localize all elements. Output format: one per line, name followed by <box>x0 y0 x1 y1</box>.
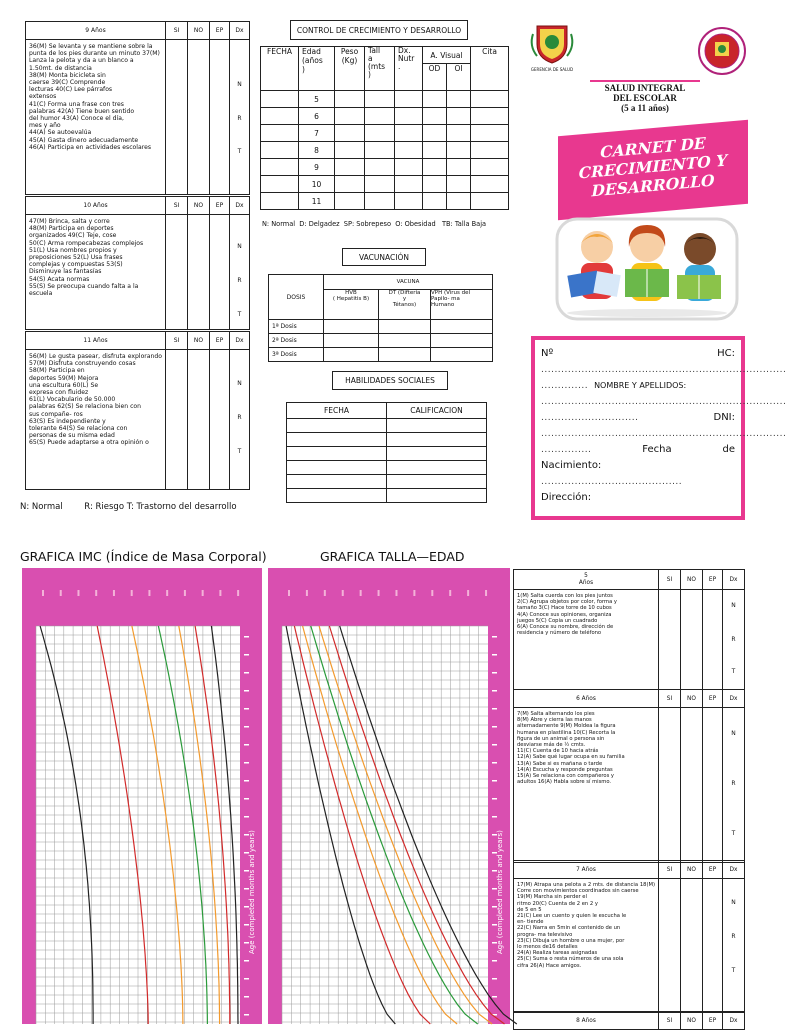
social-skills-row <box>287 433 487 447</box>
dx-cell[interactable] <box>723 708 745 863</box>
age-tick <box>244 816 249 818</box>
social-skills-cell[interactable] <box>387 419 487 433</box>
vac-cell[interactable] <box>379 348 431 362</box>
social-skills-cell[interactable] <box>287 489 387 503</box>
dx-r: R <box>237 277 242 284</box>
tick-mark <box>378 590 380 596</box>
growth-cell[interactable] <box>471 142 509 159</box>
dni-field[interactable]: ......................................................................... <box>541 429 786 439</box>
growth-cell[interactable] <box>395 125 423 142</box>
growth-cell[interactable] <box>365 108 395 125</box>
nacimiento-label: Nacimiento: <box>541 460 602 471</box>
dx-header: Dx <box>230 22 250 40</box>
social-skills-cell[interactable] <box>287 475 387 489</box>
age-tick <box>244 636 249 638</box>
ep-cell[interactable] <box>210 350 230 490</box>
talla-chart-title: GRAFICA TALLA—EDAD <box>320 549 465 564</box>
age-cell: 7 <box>299 125 335 142</box>
age-cell: 5 <box>299 91 335 108</box>
growth-cell[interactable] <box>261 176 299 193</box>
age-tick <box>244 780 249 782</box>
dx-cell[interactable] <box>723 590 745 690</box>
si-cell[interactable] <box>659 708 681 863</box>
growth-row <box>261 142 509 159</box>
growth-table <box>260 46 509 210</box>
si-cell[interactable] <box>166 215 188 330</box>
milestones-6-table <box>513 689 745 863</box>
tick-mark <box>395 590 397 596</box>
carnet-title: CARNET DE CRECIMIENTO Y DESARROLLO <box>558 120 748 221</box>
age-tick <box>244 798 249 800</box>
imc-growth-chart <box>22 568 262 1024</box>
growth-cell[interactable] <box>471 108 509 125</box>
age-header: 9 Años <box>26 22 166 40</box>
growth-cell[interactable] <box>423 125 447 142</box>
dx-t: T <box>731 668 736 675</box>
ep-header: EP <box>210 332 230 350</box>
si-cell[interactable] <box>659 590 681 690</box>
tick-mark <box>113 590 115 596</box>
talla-header: Tall a (mts ) <box>365 47 395 91</box>
ep-header: EP <box>703 1012 723 1030</box>
dose-3-label: 3ª Dosis <box>269 348 324 362</box>
hc-label: HC: <box>717 348 735 359</box>
vac-cell[interactable] <box>324 334 379 348</box>
age-axis-label: Age (completed months and years) <box>248 830 256 954</box>
hc-field[interactable]: ......................................................................... <box>541 365 786 375</box>
growth-cell[interactable] <box>447 108 471 125</box>
social-skills-cell[interactable] <box>387 489 487 503</box>
tick-mark <box>202 590 204 596</box>
age-header: 10 Años <box>26 197 166 215</box>
fecha-label: Fecha <box>642 444 672 455</box>
age-tick <box>244 1014 249 1016</box>
growth-cell[interactable] <box>423 159 447 176</box>
dx-n: N <box>731 730 736 737</box>
dx-t: T <box>731 830 736 837</box>
vaccination-title: VACUNACIÓN <box>342 248 426 266</box>
ep-header: EP <box>703 690 723 708</box>
dx-header: Dx <box>723 570 745 590</box>
si-header: SI <box>659 570 681 590</box>
dx-n: N <box>237 380 242 387</box>
imc-chart-title: GRAFICA IMC (Índice de Masa Corporal) <box>20 549 267 564</box>
si-header: SI <box>659 861 681 879</box>
growth-cell[interactable] <box>335 108 365 125</box>
growth-cell[interactable] <box>395 176 423 193</box>
tick-mark <box>413 590 415 596</box>
dx-header: Dx <box>723 690 745 708</box>
tick-mark <box>431 590 433 596</box>
no-header: NO <box>681 570 703 590</box>
growth-cell[interactable] <box>395 159 423 176</box>
n-label: Nº <box>541 348 554 359</box>
growth-cell[interactable] <box>423 142 447 159</box>
no-cell[interactable] <box>681 879 703 1013</box>
age-tick <box>492 654 497 656</box>
tick-mark <box>219 590 221 596</box>
growth-cell[interactable] <box>423 193 447 210</box>
dx-n: N <box>731 602 736 609</box>
tick-mark <box>360 590 362 596</box>
tick-mark <box>288 590 290 596</box>
age-tick <box>244 744 249 746</box>
regional-seal-logo <box>527 20 577 66</box>
milestones-5-table <box>513 569 745 690</box>
no-cell[interactable] <box>681 590 703 690</box>
social-skills-cell[interactable] <box>387 447 487 461</box>
age-tick <box>492 762 497 764</box>
age-cell: 8 <box>299 142 335 159</box>
tick-mark <box>324 590 326 596</box>
dt-header: DT (Difteria y Tétanos) <box>379 290 431 320</box>
dx-nutr-header: Dx. Nutr . <box>395 47 423 91</box>
no-header: NO <box>681 690 703 708</box>
growth-row <box>261 125 509 142</box>
social-skills-row <box>287 475 487 489</box>
dx-header: Dx <box>723 1012 745 1030</box>
social-skills-cell[interactable] <box>287 419 387 433</box>
growth-row <box>261 91 509 108</box>
dx-r: R <box>731 933 736 940</box>
dx-t: T <box>237 148 242 155</box>
growth-cell[interactable] <box>335 142 365 159</box>
age-tick <box>492 690 497 692</box>
vac-cell[interactable] <box>379 334 431 348</box>
milestones-10-table <box>25 196 250 330</box>
dx-t: T <box>237 311 242 318</box>
dx-n: N <box>237 243 242 250</box>
dx-r: R <box>237 414 242 421</box>
ep-header: EP <box>703 570 723 590</box>
social-skills-cell[interactable] <box>387 433 487 447</box>
age-header: 5 Años <box>514 570 659 590</box>
no-cell[interactable] <box>681 708 703 863</box>
od-header: OD <box>423 64 447 91</box>
growth-legend: N: Normal D: Delgadez SP: Sobrepeso O: Obesidad TB: Talla Baja <box>262 220 487 228</box>
tick-mark <box>95 590 97 596</box>
age-header: 11 Años <box>26 332 166 350</box>
social-skills-cell[interactable] <box>287 461 387 475</box>
social-skills-cell[interactable] <box>387 461 487 475</box>
growth-cell[interactable] <box>471 159 509 176</box>
ep-header: EP <box>210 22 230 40</box>
age-tick <box>492 708 497 710</box>
growth-cell[interactable] <box>261 91 299 108</box>
growth-cell[interactable] <box>447 193 471 210</box>
growth-cell[interactable] <box>261 108 299 125</box>
growth-cell[interactable] <box>447 176 471 193</box>
tick-mark <box>342 590 344 596</box>
growth-cell[interactable] <box>365 193 395 210</box>
vac-cell[interactable] <box>324 320 379 334</box>
milestone-text: 36(M) Se levanta y se mantiene sobre la punta de los pies durante un minuto 37(M) Lanza la pelota y da a un blanco a 1.50mt. de distancia 38(M) Monta bicicleta sin caerse 39(C) Comprende lecturas 40(C) Lee párrafos extensos 41(C) Forma una frase con tres palabras 42(A) Tiene buen sentido del humor 43(A) Conoce el día, mes y año 44(A) Se autoevalúa 45(A) Gasta dinero adecuadamente 46(A) Participa en actividades escolares <box>26 40 166 195</box>
header-pink-bar <box>590 80 700 82</box>
si-header: SI <box>659 1012 681 1030</box>
no-cell[interactable] <box>188 350 210 490</box>
ep-cell[interactable] <box>210 215 230 330</box>
no-header: NO <box>188 22 210 40</box>
peso-header: Peso (Kg) <box>335 47 365 91</box>
dx-r: R <box>237 115 242 122</box>
milestone-text: 1(M) Salta cuerda con los pies juntos 2(C) Agrupa objetos por color, forma y tamaño 3(C) Hace torre de 10 cubos 4(A) Conoce sus opiniones, organiza juegos 5(C) Copia un cuadrado 6(A) Conoce su nombre, dirección de residencia y número de teléfono <box>514 590 659 690</box>
age-tick <box>244 654 249 656</box>
vac-cell[interactable] <box>324 348 379 362</box>
growth-cell[interactable] <box>261 142 299 159</box>
id-card-box: Nº HC: ......................................................................... .............. NOMBRE Y APELLIDOS: ......................................................................... ............................. DNI: ......................................................................... ............... Fecha de Nacimiento: .......................................... Dirección: <box>531 336 745 520</box>
children-reading-illustration <box>555 217 739 321</box>
ep-header: EP <box>703 861 723 879</box>
no-cell[interactable] <box>188 40 210 195</box>
age-tick <box>244 726 249 728</box>
social-skills-table <box>286 402 487 503</box>
dx-r: R <box>731 780 736 787</box>
dx-header: Dx <box>230 332 250 350</box>
growth-cell[interactable] <box>261 193 299 210</box>
name-label: NOMBRE Y APELLIDOS: <box>594 381 687 390</box>
birthdate-field[interactable]: .......................................... <box>541 477 683 487</box>
milestones-9-table <box>25 21 250 195</box>
growth-row <box>261 108 509 125</box>
dx-t: T <box>237 448 242 455</box>
ep-cell[interactable] <box>210 40 230 195</box>
fecha-header: FECHA <box>287 403 387 419</box>
age-header: 8 Años <box>514 1012 659 1030</box>
dx-t: T <box>731 967 736 974</box>
growth-cell[interactable] <box>471 176 509 193</box>
growth-cell[interactable] <box>471 193 509 210</box>
growth-cell[interactable] <box>335 159 365 176</box>
milestones-11-table <box>25 331 250 490</box>
direccion-label: Dirección: <box>541 492 592 503</box>
growth-cell[interactable] <box>447 142 471 159</box>
growth-cell[interactable] <box>395 91 423 108</box>
growth-cell[interactable] <box>335 193 365 210</box>
growth-cell[interactable] <box>365 91 395 108</box>
tick-mark <box>449 590 451 596</box>
si-header: SI <box>166 22 188 40</box>
age-tick <box>244 978 249 980</box>
dx-cell[interactable] <box>230 350 250 490</box>
tick-mark <box>148 590 150 596</box>
tick-mark <box>131 590 133 596</box>
dx-cell[interactable] <box>723 879 745 1013</box>
visual-header: A. Visual <box>423 47 471 64</box>
age-cell: 11 <box>299 193 335 210</box>
age-tick <box>492 996 497 998</box>
si-header: SI <box>166 197 188 215</box>
growth-cell[interactable] <box>335 91 365 108</box>
gerencia-caption: GERENCIA DE SALUD <box>530 67 574 72</box>
growth-cell[interactable] <box>423 108 447 125</box>
social-skills-row <box>287 461 487 475</box>
age-tick <box>492 726 497 728</box>
vac-cell[interactable] <box>379 320 431 334</box>
age-tick <box>492 744 497 746</box>
vac-cell[interactable] <box>431 320 493 334</box>
si-cell[interactable] <box>166 40 188 195</box>
social-skills-row <box>287 419 487 433</box>
growth-cell[interactable] <box>447 91 471 108</box>
tick-mark <box>77 590 79 596</box>
no-cell[interactable] <box>188 215 210 330</box>
growth-cell[interactable] <box>335 176 365 193</box>
hvb-header: HVB ( Hepatitis B) <box>324 290 379 320</box>
milestone-text: 17(M) Atrapa una pelota a 2 mts. de distancia 18(M) Corre con movimientos coordinados sin caerse 19(M) Marcha sin perder el ritmo 20(C) Cuenta de 2 en 2 y de 5 en 5 21(C) Lee un cuento y quien le escucha le en- tiende 22(C) Narra en 5min el contenido de un progra- ma televisivo 23(C) Dibuja un hombre o una mujer, por lo menos de16 detalles 24(A) Realiza tareas asignadas 25(C) Suma o resta números de una sola cifra 26(A) Hace amigos. <box>514 879 659 1013</box>
gerencia-salud-logo <box>697 26 747 76</box>
growth-row <box>261 176 509 193</box>
age-tick <box>492 798 497 800</box>
age-axis-label: Age (completed months and years) <box>496 830 504 954</box>
social-skills-row <box>287 447 487 461</box>
age-tick <box>492 780 497 782</box>
tick-mark <box>237 590 239 596</box>
ep-cell[interactable] <box>703 708 723 863</box>
dx-r: R <box>731 636 736 643</box>
growth-cell[interactable] <box>395 193 423 210</box>
no-header: NO <box>188 332 210 350</box>
milestones-7-table <box>513 860 745 1013</box>
age-tick <box>244 672 249 674</box>
age-cell: 10 <box>299 176 335 193</box>
dose-2-label: 2ª Dosis <box>269 334 324 348</box>
milestone-text: 7(M) Salta alternando los pies 8(M) Abre y cierra las manos alternadamente 9(M) Moldea la figura humana en plastilina 10(C) Recorta la figura de un animal o persona sin desviarse más de ½ cmts. 11(C) Cuenta de 10 hacia atrás 12(A) Sabe qué lugar ocupa en su familia 13(A) Sabe si es mañana o tarde 14(A) Escucha y responde preguntas 15(A) Se relaciona con compañeros y adultos 16(A) Habla sobre sí mismo. <box>514 708 659 863</box>
tick-mark <box>467 590 469 596</box>
tick-mark <box>166 590 168 596</box>
milestone-text: 56(M) Le gusta pasear, disfruta explorando 57(M) Disfruta construyendo cosas 58(M) Participa en deportes 59(M) Mejora una escultura 60(L) Se expresa con fluidez 61(L) Vocabulario de 50.000 palabras 62(S) Se relaciona bien con sus compañe- ros 63(S) Es independiente y tolerante 64(S) Se relaciona con personas de su misma edad 65(S) Puede adaptarse a otra opinión o <box>26 350 166 490</box>
dosis-header: DOSIS <box>269 275 324 320</box>
social-skills-title: HABILIDADES SOCIALES <box>332 371 448 390</box>
salud-integral-title: SALUD INTEGRAL DEL ESCOLAR (5 a 11 años) <box>604 83 686 113</box>
ep-header: EP <box>210 197 230 215</box>
dev-legend: N: Normal R: Riesgo T: Trastorno del desarrollo <box>20 502 237 512</box>
growth-cell[interactable] <box>335 125 365 142</box>
age-tick <box>244 708 249 710</box>
growth-row <box>261 193 509 210</box>
growth-row <box>261 159 509 176</box>
growth-cell[interactable] <box>395 142 423 159</box>
social-skills-row <box>287 489 487 503</box>
growth-cell[interactable] <box>423 176 447 193</box>
tick-mark <box>60 590 62 596</box>
growth-cell[interactable] <box>471 91 509 108</box>
vaccination-table <box>268 274 493 362</box>
age-tick <box>244 960 249 962</box>
no-header: NO <box>188 197 210 215</box>
tick-mark <box>485 590 487 596</box>
no-header: NO <box>681 861 703 879</box>
age-tick <box>244 996 249 998</box>
growth-cell[interactable] <box>365 159 395 176</box>
age-cell: 9 <box>299 159 335 176</box>
age-tick <box>492 960 497 962</box>
growth-title: CONTROL DE CRECIMIENTO Y DESARROLLO <box>290 20 468 40</box>
age-tick <box>492 978 497 980</box>
age-tick <box>492 636 497 638</box>
oi-header: OI <box>447 64 471 91</box>
growth-cell[interactable] <box>365 176 395 193</box>
dose-1-label: 1ª Dosis <box>269 320 324 334</box>
growth-cell[interactable] <box>261 125 299 142</box>
dx-n: N <box>731 899 736 906</box>
vac-cell[interactable] <box>431 348 493 362</box>
age-header: 7 Años <box>514 861 659 879</box>
growth-cell[interactable] <box>365 125 395 142</box>
dx-n: N <box>237 81 242 88</box>
age-cell: 6 <box>299 108 335 125</box>
de-label: de <box>722 444 735 455</box>
fecha-header: FECHA <box>261 47 299 91</box>
milestones-8-table <box>513 1011 745 1030</box>
tick-mark <box>42 590 44 596</box>
growth-cell[interactable] <box>447 125 471 142</box>
growth-cell[interactable] <box>261 159 299 176</box>
tick-mark <box>184 590 186 596</box>
dx-cell[interactable] <box>230 40 250 195</box>
milestone-text: 47(M) Brinca, salta y corre 48(M) Participa en deportes organizados 49(C) Teje, cose 50(C) Arma rompecabezas complejos 51(L) Usa nombres propios y preposiciones 52(L) Usa frases complejas y compuestas 53(S) Disminuye las fantasías 54(S) Acata normas 55(S) Se preocupa cuando falta a la escuela <box>26 215 166 330</box>
growth-cell[interactable] <box>395 108 423 125</box>
si-cell[interactable] <box>659 879 681 1013</box>
social-skills-cell[interactable] <box>287 433 387 447</box>
age-tick <box>492 672 497 674</box>
dx-header: Dx <box>230 197 250 215</box>
si-header: SI <box>166 332 188 350</box>
age-header: 6 Años <box>514 690 659 708</box>
dx-header: Dx <box>723 861 745 879</box>
vac-cell[interactable] <box>431 334 493 348</box>
cita-header: Cita <box>471 47 509 91</box>
dx-cell[interactable] <box>230 215 250 330</box>
tick-mark <box>306 590 308 596</box>
talla-growth-chart <box>268 568 510 1024</box>
age-tick <box>492 816 497 818</box>
age-tick <box>244 690 249 692</box>
ep-cell[interactable] <box>703 879 723 1013</box>
si-header: SI <box>659 690 681 708</box>
social-skills-cell[interactable] <box>287 447 387 461</box>
social-skills-cell[interactable] <box>387 475 487 489</box>
ep-cell[interactable] <box>703 590 723 690</box>
no-header: NO <box>681 1012 703 1030</box>
si-cell[interactable] <box>166 350 188 490</box>
growth-cell[interactable] <box>471 125 509 142</box>
growth-cell[interactable] <box>423 91 447 108</box>
growth-cell[interactable] <box>447 159 471 176</box>
growth-cell[interactable] <box>365 142 395 159</box>
vph-header: VPH (Virus del Papilo- ma Humano <box>431 290 493 320</box>
dni-label: DNI: <box>713 412 735 423</box>
calificacion-header: CALIFICACION <box>387 403 487 419</box>
vacuna-header: VACUNA <box>324 275 493 290</box>
age-tick <box>244 762 249 764</box>
edad-header: Edad (años ) <box>299 47 335 91</box>
name-field[interactable]: ......................................................................... <box>541 397 786 407</box>
